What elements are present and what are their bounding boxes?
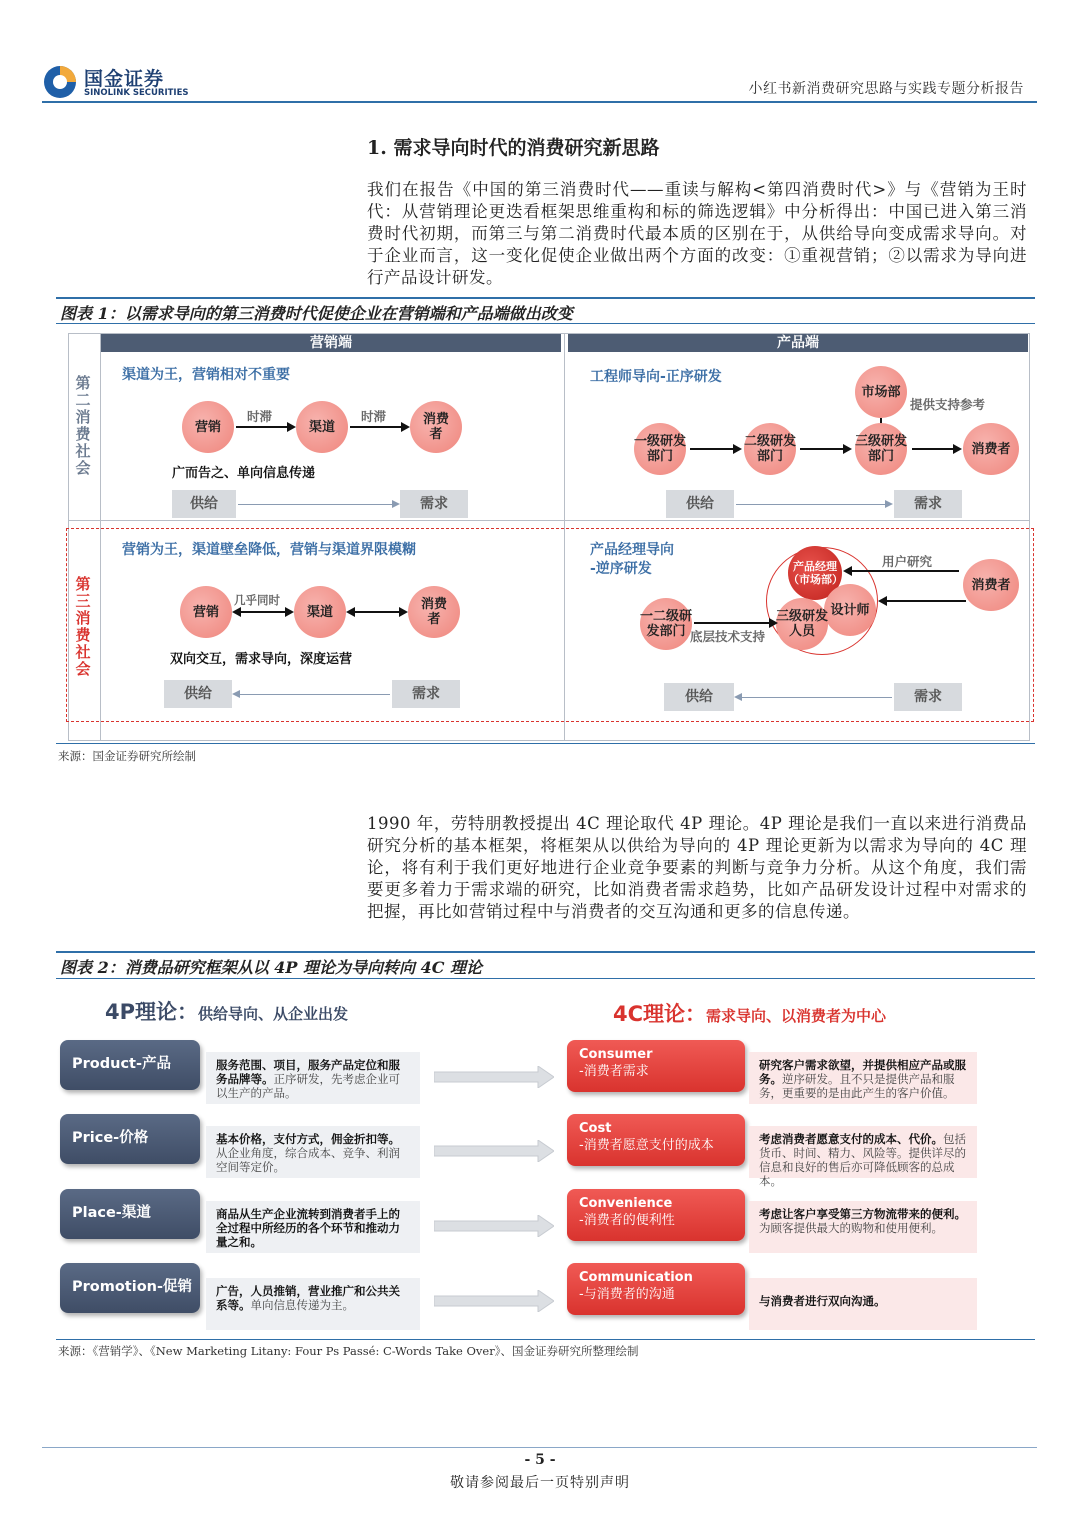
fig1-source: 来源：国金证券研究所绘制 bbox=[58, 749, 196, 763]
p3-node-d12-label: 一二级研发部门 bbox=[640, 609, 693, 639]
c-desc-cost bbox=[749, 1126, 977, 1188]
m3-node-channel bbox=[294, 586, 346, 638]
fig2-left-head-sub: 供给导向、从企业出发 bbox=[198, 1005, 349, 1023]
logo-en: SINOLINK SECURITIES bbox=[84, 88, 189, 98]
m2-node-marketing-label: 营销 bbox=[194, 419, 221, 435]
m3-arrow-1 bbox=[234, 611, 292, 613]
m2-node-channel bbox=[296, 401, 348, 453]
m3-note: 双向交互，需求导向，深度运营 bbox=[170, 652, 353, 667]
c-desc-communication bbox=[749, 1278, 977, 1330]
report-title: 小红书新消费研究思路与实践专题分析报告 bbox=[748, 81, 1024, 97]
m3-node-consumer bbox=[408, 586, 460, 638]
m3-node-marketing-label: 营销 bbox=[192, 604, 219, 620]
p-desc-price-text: 从企业角度，综合成本、竞争、利润空间等定价。 bbox=[216, 1146, 400, 1174]
fig2-right-head bbox=[613, 998, 886, 1028]
m2-arrow-1 bbox=[236, 426, 294, 428]
p-desc-promotion bbox=[206, 1278, 420, 1330]
disclaimer: 敬请参阅最后一页特别声明 bbox=[450, 1475, 630, 1491]
fig1-row-divider bbox=[68, 520, 1030, 521]
m3-heading: 营销为王，渠道壁垒降低，营销与渠道界限模糊 bbox=[122, 542, 416, 558]
paragraph-1: 我们在报告《中国的第三消费时代——重读与解构<第四消费时代>》与《营销为王时代：从营销理论更迭看框架思维重构和标的筛选逻辑》中分析得出：中国已进入第三消费时代初期，而第三与第二消费时代最本质的区别在于，从供给导向变成需求导向。对于企业而言，这一变化促使企业做出两个方面的改变：①重视营销；②以需求为导向进行产品设计研发。 bbox=[367, 180, 1027, 287]
fig2-source: 来源：《营销学》、《New Marketing Litany: Four Ps Passé: C-Words Take Over》、国金证券研究所整理绘制 bbox=[58, 1344, 639, 1358]
p3-node-designer bbox=[824, 584, 876, 636]
transition-arrow-1 bbox=[434, 1066, 554, 1088]
p-desc-price-bold: 基本价格，支付方式，佣金折扣等。 bbox=[216, 1132, 400, 1146]
m2-supply: 供给 bbox=[172, 490, 236, 518]
m3-node-marketing bbox=[180, 586, 232, 638]
p2-node-consumer bbox=[963, 423, 1019, 475]
p-button-place: Place-渠道 bbox=[60, 1189, 200, 1239]
transition-arrow-4 bbox=[434, 1290, 554, 1312]
m2-node-consumer-label: 消费者 bbox=[422, 412, 449, 442]
c-button-cost-cn: -消费者愿意支付的成本 bbox=[579, 1138, 714, 1153]
p-desc-promotion-text: 单向信息传递为主。 bbox=[250, 1298, 354, 1312]
row-label-third-text: 第三消费社会 bbox=[75, 575, 91, 678]
p2-arrow-2 bbox=[800, 448, 850, 450]
p2-supply: 供给 bbox=[666, 490, 734, 518]
m2-node-marketing bbox=[182, 401, 234, 453]
p-desc-product-text: 正序研发，先考虑企业可以生产的产品。 bbox=[216, 1072, 400, 1100]
p3-demand: 需求 bbox=[894, 683, 962, 711]
c-button-convenience-cn: -消费者的便利性 bbox=[579, 1213, 675, 1228]
c-desc-consumer-text: 逆序研发。且不只是提供产品和服务，更重要的是由此产生的客户价值。 bbox=[759, 1072, 955, 1100]
c-button-cost bbox=[567, 1114, 745, 1166]
m3-node-consumer-label: 消费者 bbox=[420, 597, 447, 627]
c-button-convenience-en: Convenience bbox=[579, 1196, 673, 1211]
p3-heading-1: 产品经理导向 bbox=[590, 542, 674, 558]
m2-node-consumer bbox=[410, 401, 462, 453]
p2-node-d3-label: 三级研发部门 bbox=[855, 434, 908, 464]
fig1-title: 图表 1：以需求导向的第三消费时代促使企业在营销端和产品端做出改变 bbox=[60, 304, 573, 323]
logo bbox=[42, 64, 202, 100]
p-desc-place bbox=[206, 1201, 420, 1253]
c-button-consumer bbox=[567, 1040, 745, 1092]
c-desc-consumer-bold: 研究客户需求欲望，并提供相应产品或服务。 bbox=[759, 1058, 966, 1086]
m2-note: 广而告之、单向信息传递 bbox=[172, 466, 316, 481]
footer-rule bbox=[42, 1447, 1037, 1448]
fig2-top-rule bbox=[56, 951, 1035, 953]
m3-demand: 需求 bbox=[392, 680, 460, 708]
logo-icon bbox=[42, 64, 78, 100]
logo-cn: 国金证券 bbox=[84, 68, 165, 90]
c-button-consumer-en: Consumer bbox=[579, 1047, 653, 1062]
p3-node-consumer bbox=[963, 559, 1019, 611]
p2-arrow-3 bbox=[912, 448, 960, 450]
p-desc-promotion-bold: 广告，人员推销，营业推广和公共关系等。 bbox=[216, 1284, 400, 1312]
p2-demand: 需求 bbox=[894, 490, 962, 518]
c-desc-convenience bbox=[749, 1201, 977, 1253]
p3-arrow-tech bbox=[694, 622, 776, 624]
c-button-communication-en: Communication bbox=[579, 1270, 693, 1285]
c-desc-communication-bold: 与消费者进行双向沟通。 bbox=[759, 1294, 886, 1308]
m2-supply-arrow bbox=[238, 504, 398, 505]
m2-lag-2: 时滞 bbox=[361, 409, 387, 424]
row-label-second bbox=[70, 375, 96, 477]
transition-arrow-3 bbox=[434, 1215, 554, 1237]
transition-arrow-2 bbox=[434, 1140, 554, 1162]
p-desc-product bbox=[206, 1052, 420, 1104]
p3-node-d12 bbox=[640, 598, 692, 650]
p2-node-d3 bbox=[855, 423, 907, 475]
fig2-title-rule bbox=[56, 978, 1035, 979]
c-button-consumer-cn: -消费者需求 bbox=[579, 1064, 649, 1079]
p2-heading: 工程师导向-正序研发 bbox=[590, 369, 722, 385]
fig2-left-head bbox=[105, 996, 348, 1026]
fig2-left-head-title: 4P理论： bbox=[105, 1000, 199, 1024]
p-desc-place-bold: 商品从生产企业流转到消费者手上的全过程中所经历的各个环节和推动力量之和。 bbox=[216, 1207, 400, 1249]
m3-node-channel-label: 渠道 bbox=[306, 604, 333, 620]
p2-arrow-1 bbox=[690, 448, 740, 450]
p2-support: 提供支持参考 bbox=[910, 397, 986, 412]
fig2-bottom-rule bbox=[56, 1339, 1035, 1340]
m3-demand-arrow bbox=[234, 694, 390, 695]
fig2-title: 图表 2：消费品研究框架从以 4P 理论为导向转向 4C 理论 bbox=[60, 958, 483, 977]
fig2-right-head-sub: 需求导向、以消费者为中心 bbox=[706, 1007, 887, 1025]
col-header-product: 产品端 bbox=[568, 334, 1028, 352]
c-button-cost-en: Cost bbox=[579, 1121, 612, 1136]
p-desc-product-bold: 服务范围、项目，服务产品定位和服务品牌等。 bbox=[216, 1058, 400, 1086]
fig1-bottom-rule bbox=[56, 743, 1035, 744]
p2-node-consumer-label: 消费者 bbox=[971, 441, 1011, 457]
m2-arrow-2 bbox=[350, 426, 408, 428]
m3-arrow-2 bbox=[348, 611, 406, 613]
p3-arrow-user bbox=[845, 570, 959, 572]
p3-arrow-back bbox=[880, 600, 966, 602]
c-desc-consumer bbox=[749, 1052, 977, 1104]
p3-node-consumer-label: 消费者 bbox=[971, 577, 1011, 593]
p-button-product: Product-产品 bbox=[60, 1040, 200, 1090]
c-desc-cost-bold: 考虑消费者愿意支付的成本、代价。 bbox=[759, 1132, 943, 1146]
p3-node-engineer bbox=[776, 598, 828, 650]
p-desc-price bbox=[206, 1126, 420, 1178]
p-button-promotion: Promotion-促销 bbox=[60, 1263, 200, 1313]
m3-sync: 几乎同时 bbox=[234, 593, 280, 607]
fig1-top-rule bbox=[56, 297, 1035, 299]
m3-supply: 供给 bbox=[164, 680, 232, 708]
p2-node-d1-label: 一级研发部门 bbox=[634, 434, 687, 464]
p2-node-d2-label: 二级研发部门 bbox=[744, 434, 797, 464]
fig1-title-rule bbox=[56, 323, 1035, 324]
p3-node-engineer-label: 三级研发人员 bbox=[776, 609, 829, 639]
c-button-communication bbox=[567, 1263, 745, 1315]
m2-lag-1: 时滞 bbox=[247, 409, 273, 424]
c-button-convenience bbox=[567, 1189, 745, 1241]
p3-supply: 供给 bbox=[664, 683, 734, 711]
m2-demand: 需求 bbox=[400, 490, 468, 518]
p2-supply-arrow bbox=[736, 504, 891, 505]
section-heading: 1. 需求导向时代的消费研究新思路 bbox=[367, 137, 660, 159]
p-button-price: Price-价格 bbox=[60, 1114, 200, 1164]
c-desc-convenience-text: 为顾客提供最大的购物和使用便利。 bbox=[759, 1221, 943, 1235]
p3-tech-support: 底层技术支持 bbox=[690, 629, 766, 644]
p2-node-market bbox=[855, 366, 907, 418]
p2-node-market-label: 市场部 bbox=[861, 384, 901, 400]
p2-node-d2 bbox=[744, 423, 796, 475]
p3-demand-arrow bbox=[736, 697, 892, 698]
p3-node-pm-label: 产品经理（市场部） bbox=[788, 560, 843, 586]
m2-heading: 渠道为王，营销相对不重要 bbox=[122, 367, 290, 383]
fig2-right-head-title: 4C理论： bbox=[613, 1002, 707, 1026]
p3-user-research: 用户研究 bbox=[882, 554, 933, 569]
m2-node-channel-label: 渠道 bbox=[308, 419, 335, 435]
page-number: - 5 - bbox=[524, 1452, 556, 1468]
c-button-communication-cn: -与消费者的沟通 bbox=[579, 1287, 675, 1302]
paragraph-2: 1990 年，劳特朋教授提出 4C 理论取代 4P 理论。4P 理论是我们一直以来进行消费品研究分析的基本框架，将框架从以供给为导向的 4P 理论更新为以需求为导向的 4C 理论，将有利于我们更好地进行企业竞争要素的判断与竞争力分析。从这个角度，我们需要更多着力于需求端的研究，比如消费者需求趋势，比如产品研发设计过程中对需求的把握，再比如营销过程中与消费者的交互沟通和更多的信息传递。 bbox=[367, 814, 1027, 921]
row-label-second-text: 第二消费社会 bbox=[75, 374, 91, 477]
col-header-marketing: 营销端 bbox=[101, 334, 561, 352]
c-desc-convenience-bold: 考虑让客户享受第三方物流带来的便利。 bbox=[759, 1207, 966, 1221]
row-label-third bbox=[70, 576, 96, 678]
p3-heading-2: -逆序研发 bbox=[590, 561, 652, 577]
p2-node-d1 bbox=[634, 423, 686, 475]
p3-node-designer-label: 设计师 bbox=[830, 602, 870, 618]
c-desc-cost-text: 包括货币、时间、精力、风险等。提供详尽的信息和良好的售后亦可降低顾客的总成本。 bbox=[759, 1132, 966, 1188]
header-rule bbox=[42, 101, 1037, 103]
